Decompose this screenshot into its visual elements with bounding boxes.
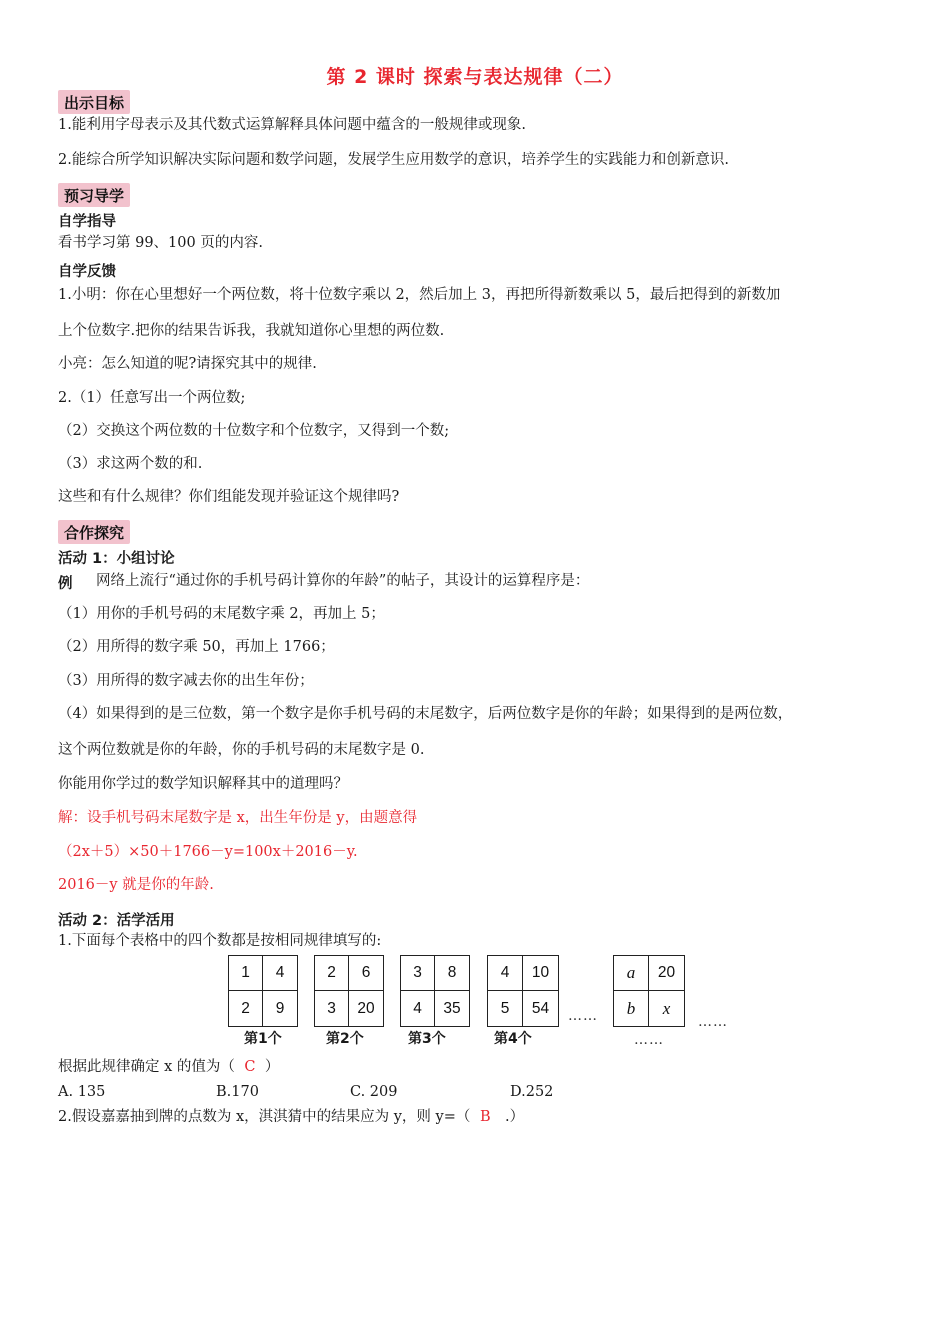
table-caption-3: 第3个: [408, 1031, 446, 1047]
solution-line-1: 解：设手机号码末尾数字是 x，出生年份是 y，由题意得: [58, 810, 418, 826]
feedback-q1-line3: 小亮：怎么知道的呢?请探究其中的规律.: [58, 356, 317, 372]
table-cell: 20: [357, 999, 375, 1017]
ellipsis-after-table-4: ……: [568, 1008, 598, 1024]
option-c: C. 209: [350, 1084, 398, 1100]
example-step-2: （2）用所得的数字乘 50，再加上 1766；: [58, 639, 335, 655]
q2-answer: B: [480, 1109, 491, 1125]
activity2-q1-text: 1.下面每个表格中的四个数都是按相同规律填写的:: [58, 933, 382, 949]
q1-prompt-before: 根据此规律确定 x 的值为（: [58, 1059, 235, 1075]
table-caption-1: 第1个: [244, 1031, 282, 1047]
feedback-q2-step2: （2）交换这个两位数的十位数字和个位数字，又得到一个数;: [58, 423, 450, 439]
activity1-heading: 活动 1：小组讨论: [58, 551, 175, 567]
option-b: B.170: [216, 1084, 259, 1100]
table-cell: 4: [488, 956, 523, 991]
feedback-q2-question: 这些和有什么规律？你们组能发现并验证这个规律吗?: [58, 489, 400, 505]
table-caption-2: 第2个: [326, 1031, 364, 1047]
pattern-table-1: [228, 955, 298, 1027]
q1-answer: C: [244, 1059, 256, 1075]
table-cell: 9: [275, 999, 285, 1017]
ellipsis-under-table-n: ……: [634, 1032, 664, 1048]
activity2-heading: 活动 2：活学活用: [58, 913, 175, 929]
example-label: 例: [58, 576, 73, 592]
table-cell: 6: [349, 956, 383, 991]
option-d: D.252: [510, 1084, 554, 1100]
section-preview-label: 预习导学: [58, 183, 130, 207]
solution-line-2: （2x＋5）×50＋1766－y=100x＋2016－y.: [58, 844, 358, 860]
table-cell: 8: [435, 956, 469, 991]
self-study-guide-text: 看书学习第 99、100 页的内容.: [58, 235, 263, 251]
table-cell: 4: [263, 956, 297, 991]
page-title: 第 2 课时 探索与表达规律（二）: [326, 66, 624, 88]
ellipsis-after-table-n: ……: [698, 1014, 728, 1030]
table-cell: 3: [401, 956, 435, 991]
feedback-q1-line2: 上个位数字.把你的结果告诉我，我就知道你心里想的两位数.: [58, 323, 445, 339]
table-cell: 2: [229, 991, 263, 1026]
example-question: 你能用你学过的数学知识解释其中的道理吗？: [58, 776, 348, 792]
table-cell: 54: [531, 999, 550, 1017]
table-cell: 10: [523, 956, 558, 991]
table-cell: 5: [488, 991, 523, 1026]
option-a: A. 135: [58, 1084, 106, 1100]
table-cell: a: [614, 956, 649, 991]
table-caption-4: 第4个: [494, 1031, 532, 1047]
example-step-1: （1）用你的手机号码的末尾数字乘 2，再加上 5；: [58, 606, 385, 622]
section-goals-label: 出示目标: [58, 90, 130, 114]
q2-text-before: 2.假设嘉嘉抽到牌的点数为 x，淇淇猜中的结果应为 y，则 y=（: [58, 1109, 471, 1125]
table-cell: b: [614, 991, 649, 1026]
example-step-4-line1: （4）如果得到的是三位数，第一个数字是你手机号码的末尾数字，后两位数字是你的年龄；如果得到的是两位数，: [58, 706, 793, 722]
solution-line-3: 2016－y 就是你的年龄.: [58, 877, 214, 893]
example-step-4-line2: 这个两位数就是你的年龄，你的手机号码的末尾数字是 0.: [58, 742, 425, 758]
section-explore-label: 合作探究: [58, 520, 130, 544]
feedback-q2-step3: （3）求这两个数的和.: [58, 456, 203, 472]
feedback-q1-line1: 1.小明：你在心里想好一个两位数，将十位数字乘以 2，然后加上 3，再把所得新数乘以 5，最后把得到的新数加: [58, 287, 781, 303]
example-step-3: （3）用所得的数字减去你的出生年份；: [58, 673, 314, 689]
table-cell: 2: [315, 956, 349, 991]
q2-text-after: .）: [500, 1109, 525, 1125]
table-cell: 4: [401, 991, 435, 1026]
example-text: 网络上流行“通过你的手机号码计算你的年龄”的帖子，其设计的运算程序是：: [96, 573, 590, 589]
activity2-q1-prompt: [58, 1058, 279, 1076]
pattern-table-n: [613, 955, 685, 1027]
feedback-q2-step1: 2.（1）任意写出一个两位数;: [58, 390, 246, 406]
table-cell: 35: [443, 999, 461, 1017]
pattern-table-3: [400, 955, 470, 1027]
self-study-feedback-heading: 自学反馈: [58, 264, 116, 280]
pattern-table-2: [314, 955, 384, 1027]
goal-item-2: 2.能综合所学知识解决实际问题和数学问题，发展学生应用数学的意识，培养学生的实践能力和创新意识.: [58, 152, 729, 168]
q1-prompt-after: ）: [264, 1059, 280, 1075]
self-study-guide-heading: 自学指导: [58, 214, 116, 230]
table-cell: 20: [649, 956, 684, 991]
table-cell: 3: [315, 991, 349, 1026]
pattern-table-4: [487, 955, 559, 1027]
table-cell: x: [662, 998, 671, 1018]
goal-item-1: 1.能利用字母表示及其代数式运算解释具体问题中蕴含的一般规律或现象.: [58, 117, 526, 133]
activity2-q2: [58, 1108, 524, 1126]
table-cell: 1: [229, 956, 263, 991]
